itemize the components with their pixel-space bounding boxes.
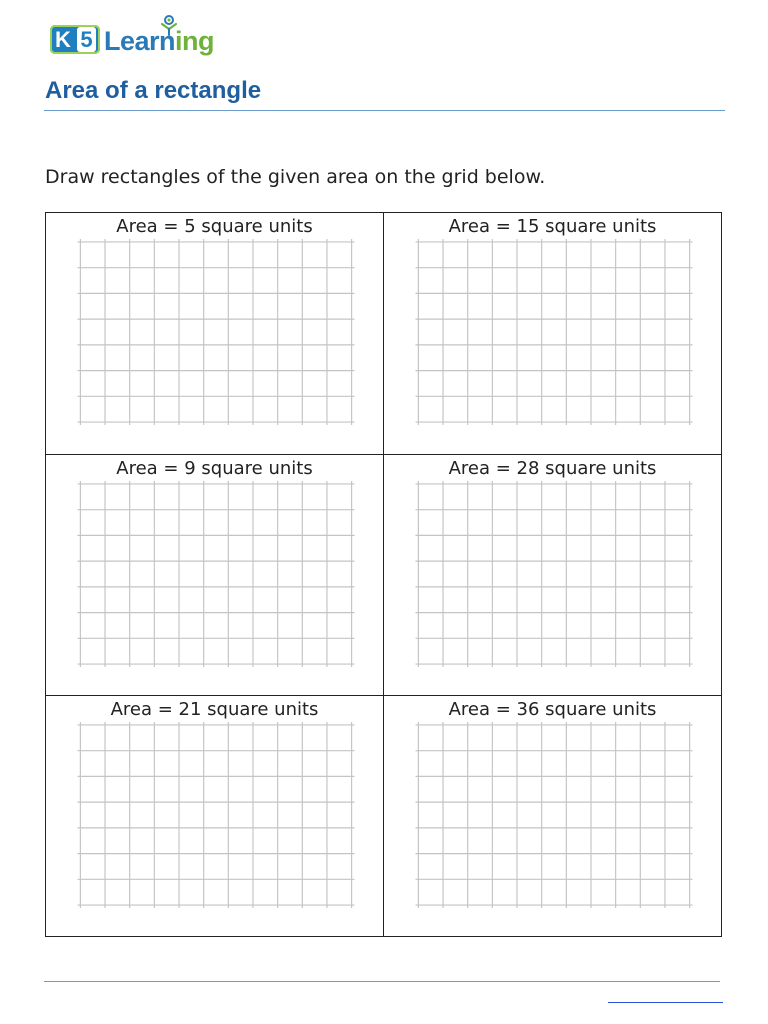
- drawing-grid[interactable]: [414, 722, 694, 908]
- drawing-grid[interactable]: [76, 239, 356, 425]
- instructions: Draw rectangles of the given area on the grid below.: [45, 166, 546, 188]
- title-divider: [44, 110, 725, 111]
- logo-word-learn: Learn: [104, 26, 176, 56]
- problem-cell: [46, 695, 384, 936]
- logo-word-ing: ing: [175, 26, 215, 56]
- problem-cell: [384, 695, 721, 936]
- drawing-grid[interactable]: [76, 481, 356, 667]
- logo-badge-k: K: [55, 27, 71, 52]
- footer-link[interactable]: [608, 1002, 723, 1003]
- problem-cell: [46, 213, 384, 454]
- problem-label: Area = 21 square units: [110, 699, 319, 720]
- footer-divider: [44, 981, 720, 982]
- logo-badge-5: 5: [77, 27, 96, 52]
- problem-cell: [384, 213, 721, 454]
- problem-label: Area = 5 square units: [116, 216, 313, 237]
- drawing-grid[interactable]: [76, 722, 356, 908]
- problem-cell: [384, 454, 721, 695]
- worksheet-table: [45, 212, 722, 937]
- problem-label: Area = 15 square units: [448, 216, 657, 237]
- problem-label: Area = 9 square units: [116, 458, 313, 479]
- problem-cell: [46, 454, 384, 695]
- k5-learning-logo: [46, 14, 216, 58]
- drawing-grid[interactable]: [414, 239, 694, 425]
- page-title: Area of a rectangle: [45, 77, 262, 104]
- problem-label: Area = 36 square units: [448, 699, 657, 720]
- problem-label: Area = 28 square units: [448, 458, 657, 479]
- logo-wordmark: [104, 26, 214, 56]
- drawing-grid[interactable]: [414, 481, 694, 667]
